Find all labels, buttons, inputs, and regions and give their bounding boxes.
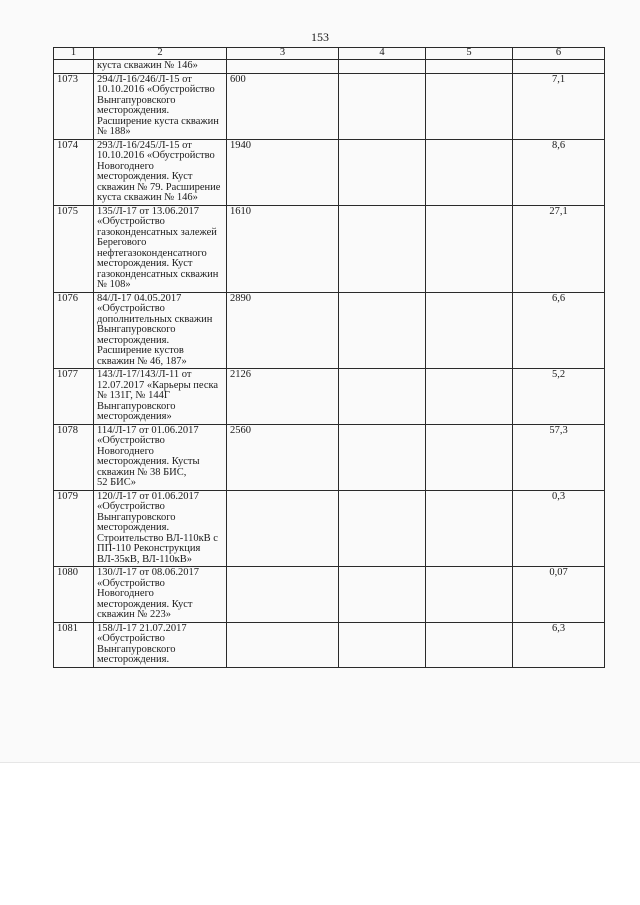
row-col-6: 5,2 (513, 369, 605, 425)
row-number: 1080 (54, 567, 94, 623)
row-col-5 (426, 490, 513, 567)
row-col-5 (426, 292, 513, 369)
row-description-text: куста скважин № 146» (97, 59, 198, 71)
row-col-3: 1940 (227, 139, 339, 205)
row-col-4 (339, 139, 426, 205)
row-col-4 (339, 73, 426, 139)
row-number: 1075 (54, 205, 94, 292)
header-col-5: 5 (426, 48, 513, 60)
row-number: 1073 (54, 73, 94, 139)
row-col-3: 2890 (227, 292, 339, 369)
row-col-5 (426, 73, 513, 139)
table-row (54, 567, 605, 623)
row-description (94, 139, 227, 205)
row-description-text: 114/Л-17 от 01.06.2017 «Обустройство Новогоднего месторождения. Кусты скважин № 38 БИС, 52 БИС» (97, 424, 200, 488)
row-col-3 (227, 622, 339, 667)
row-col-4 (339, 567, 426, 623)
row-col-3: 600 (227, 73, 339, 139)
row-col-3: 2560 (227, 424, 339, 490)
row-col-4 (339, 59, 426, 73)
row-col-6: 0,07 (513, 567, 605, 623)
row-col-3: 2126 (227, 369, 339, 425)
row-col-4 (339, 622, 426, 667)
row-col-6: 27,1 (513, 205, 605, 292)
row-col-5 (426, 205, 513, 292)
row-col-6: 6,6 (513, 292, 605, 369)
row-col-4 (339, 490, 426, 567)
header-col-4: 4 (339, 48, 426, 60)
row-description-text: 293/Л-16/245/Л-15 от 10.10.2016 «Обустройство Новогоднего месторождения. Куст скважин № 79. Расширение куста скважин № 146» (97, 139, 221, 203)
row-description-text: 143/Л-17/143/Л-11 от 12.07.2017 «Карьеры песка № 131Г, № 144Г Вынгапуровского месторождения» (97, 369, 219, 422)
row-col-6: 7,1 (513, 73, 605, 139)
table-row (54, 139, 605, 205)
row-description (94, 73, 227, 139)
page-number: 153 (311, 30, 329, 44)
table-row (54, 59, 605, 73)
table-row (54, 205, 605, 292)
row-description (94, 490, 227, 567)
row-col-5 (426, 369, 513, 425)
row-number: 1078 (54, 424, 94, 490)
row-col-4 (339, 292, 426, 369)
header-col-2: 2 (94, 48, 227, 60)
row-description (94, 567, 227, 623)
row-number (54, 59, 94, 73)
row-description (94, 424, 227, 490)
header-row (54, 48, 605, 60)
row-col-6: 6,3 (513, 622, 605, 667)
table-row (54, 490, 605, 567)
row-number: 1074 (54, 139, 94, 205)
row-description-text: 130/Л-17 от 08.06.2017 «Обустройство Новогоднего месторождения. Куст скважин № 223» (97, 567, 199, 620)
header-col-6: 6 (513, 48, 605, 60)
table-row (54, 73, 605, 139)
row-description (94, 292, 227, 369)
row-col-5 (426, 424, 513, 490)
row-description (94, 205, 227, 292)
row-col-5 (426, 59, 513, 73)
row-description-text: 158/Л-17 21.07.2017 «Обустройство Вынгапуровского месторождения. (97, 622, 187, 665)
row-col-5 (426, 567, 513, 623)
table-row (54, 424, 605, 490)
row-col-6: 8,6 (513, 139, 605, 205)
row-col-3 (227, 490, 339, 567)
land-plot-table (53, 47, 605, 668)
table-row (54, 292, 605, 369)
row-description-text: 135/Л-17 от 13.06.2017 «Обустройство газоконденсатных залежей Берегового нефтегазоконденсатного месторождения. Куст газоконденсатных скважин № 108» (97, 205, 219, 290)
row-number: 1077 (54, 369, 94, 425)
row-description-text: 294/Л-16/246/Л-15 от 10.10.2016 «Обустройство Вынгапуровского месторождения. Расширение куста скважин № 188» (97, 73, 219, 137)
row-col-3: 1610 (227, 205, 339, 292)
table-row (54, 622, 605, 667)
row-description-text: 120/Л-17 от 01.06.2017 «Обустройство Вынгапуровского месторождения. Строительство ВЛ-110кВ с ПП-110 Реконструкция ВЛ-35кВ, ВЛ-110кВ» (97, 490, 218, 565)
row-col-5 (426, 139, 513, 205)
header-col-1: 1 (54, 48, 94, 60)
row-col-6: 0,3 (513, 490, 605, 567)
row-description-text: 84/Л-17 04.05.2017 «Обустройство дополнительных скважин Вынгапуровского месторождения. Расширение кустов скважин № 46, 187» (97, 292, 213, 367)
row-number: 1081 (54, 622, 94, 667)
row-col-3 (227, 59, 339, 73)
row-col-3 (227, 567, 339, 623)
row-col-4 (339, 424, 426, 490)
table-row (54, 369, 605, 425)
row-description (94, 369, 227, 425)
row-description (94, 59, 227, 73)
row-col-6 (513, 59, 605, 73)
row-number: 1076 (54, 292, 94, 369)
row-description (94, 622, 227, 667)
row-number: 1079 (54, 490, 94, 567)
header-col-3: 3 (227, 48, 339, 60)
row-col-4 (339, 205, 426, 292)
row-col-4 (339, 369, 426, 425)
row-col-5 (426, 622, 513, 667)
row-col-6: 57,3 (513, 424, 605, 490)
